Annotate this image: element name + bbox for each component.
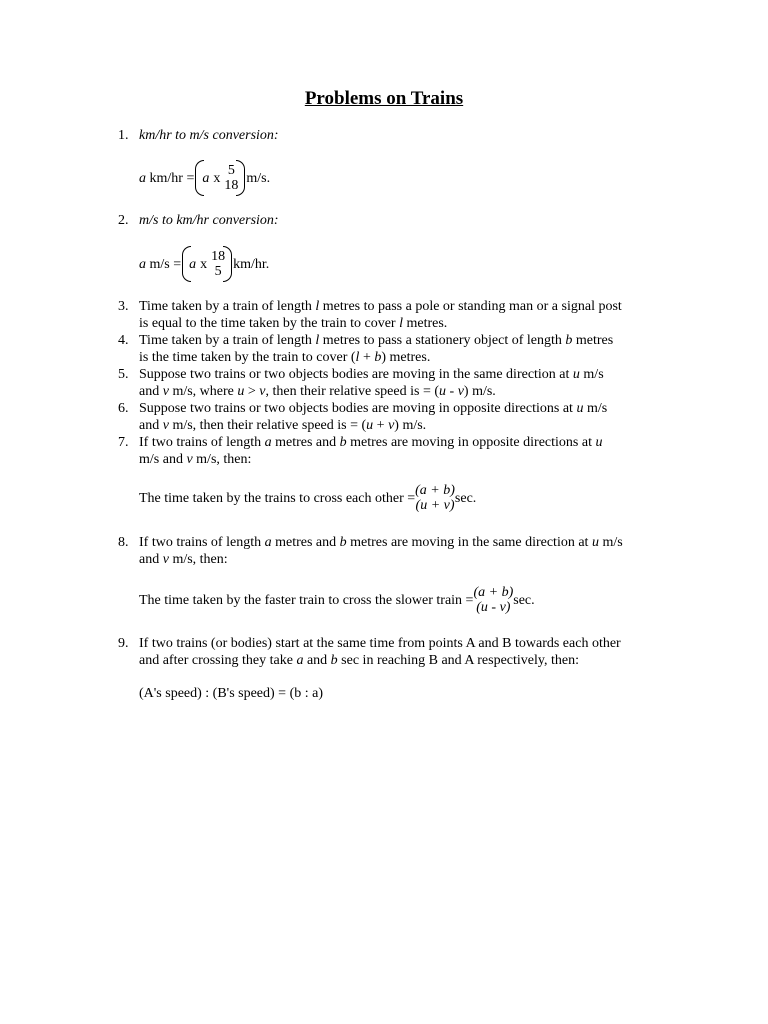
item-text: If two trains (or bodies) start at the same time from points A and B towards each other and after crossing they take a and b sec in reaching B and A respectively, then: xyxy=(139,636,621,668)
formula-ms-to-kmhr: a m/s = a x 18 5 km/hr. xyxy=(139,246,269,282)
formula-kmhr-to-ms: a km/hr = a x 5 18 m/s. xyxy=(139,160,270,196)
speed-ratio-result: (A's speed) : (B's speed) = (b : a) xyxy=(139,686,324,701)
item-heading: km/hr to m/s conversion: xyxy=(139,128,279,143)
item-text: Suppose two trains or two objects bodies are moving in the same direction at u m/s and v m/s, where u > v, then their relative speed is = (u - v) m/s. xyxy=(139,367,604,399)
item-text: Time taken by a train of length l metres to pass a pole or standing man or a signal post is equal to the time taken by the train to cover l metres. xyxy=(139,299,622,331)
item-text: If two trains of length a metres and b metres are moving in the same direction at u m/s and v m/s, then: xyxy=(139,535,623,567)
page-title: Problems on Trains xyxy=(304,88,464,109)
bracket-group: a x 18 5 xyxy=(182,246,232,282)
item-text: Suppose two trains or two objects bodies are moving in opposite directions at u m/s and v m/s, then their relative speed is = (u + v) m/s. xyxy=(139,401,608,433)
fraction: 5 18 xyxy=(224,163,239,193)
fraction: (a + b) (u + v) xyxy=(415,483,455,513)
formula-same-direction: The time taken by the faster train to cross the slower train = (a + b) (u - v) sec. xyxy=(139,585,535,615)
item-heading: m/s to km/hr conversion: xyxy=(139,213,279,228)
item-text: Time taken by a train of length l metres to pass a stationery object of length b metres is the time taken by the train to cover (l + b) metres. xyxy=(139,333,614,365)
document-page: Problems on Trains 1. km/hr to m/s conversion: a km/hr = a x 5 18 m/s. 2. m/s to km/hr conversion: a m/s = a x 18 5 km/hr. 3. Time taken by a train of length l metres to pass a pole or standing man or a signal post is equal to the time taken by the train to cover l metres. 4. Time taken by a train of length l metres to pass a stationery object of length b metres is the time taken by the train to cover (l + b) metres. 5. Suppose two trains or two objects bodies are moving in the same direction at u m/s and v m/s, where u > v, then their relative speed is = (u - v) m/s. 6. Suppose two trains or two objects bodies are moving in opposite directions at u m/s and v m/s, then their relative speed is = (u + v) m/s. 7. If two trains of length a metres and b metres are moving in opposite directions at u m/s and v m/s, then: The time taken by the trains to cross each other = (a + b) (u + v) sec. 8. If two trains of length a metres and b metres are moving in the same direction at u m/s and v m/s, then: The time taken by the faster train to cross the slower train = (a + b) (u - v) sec. 9. If two trains (or bodies) start at the same time from points A and B towards each other and after crossing they take a and b sec in reaching B and A respectively, then: (A's speed) : (B's speed) = (b : a) xyxy=(0,0,768,1024)
fraction: (a + b) (u - v) xyxy=(473,585,514,615)
item-number: 1. xyxy=(118,128,129,143)
item-number: 2. xyxy=(118,213,129,228)
fraction: 18 5 xyxy=(211,249,226,279)
bracket-group: a x 5 18 xyxy=(195,160,245,196)
formula-opposite-direction: The time taken by the trains to cross each other = (a + b) (u + v) sec. xyxy=(139,483,477,513)
item-text: If two trains of length a metres and b metres are moving in opposite directions at u m/s and v m/s, then: xyxy=(139,435,603,467)
